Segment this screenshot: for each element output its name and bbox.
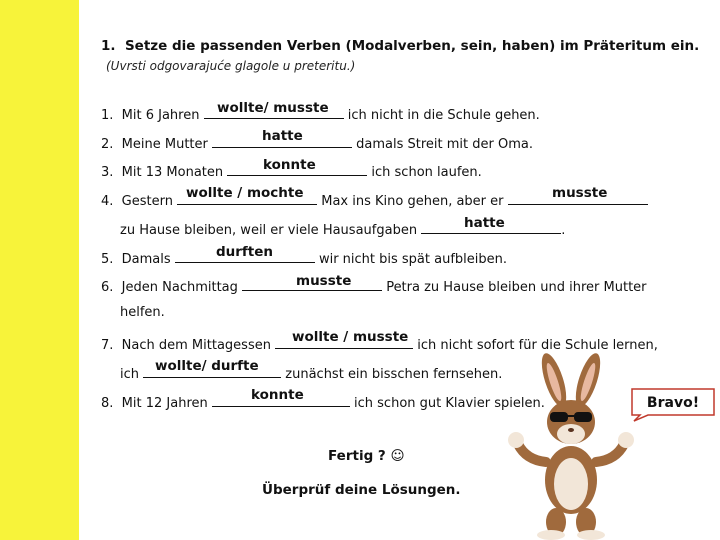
- task-title: 1. Setze die passenden Verben (Modalverben, sein, haben) im Präteritum ein.: [101, 38, 700, 54]
- answer-4a: wollte / mochte: [186, 185, 304, 201]
- answer-7a: wollte / musste: [292, 329, 409, 345]
- sentence-7: 7. Nach dem Mittagessen ich nicht sofort für die Schule lernen,: [101, 334, 658, 354]
- answer-3: konnte: [263, 157, 316, 173]
- answer-4b: musste: [552, 185, 608, 201]
- answer-8: konnte: [251, 387, 304, 403]
- answer-4c: hatte: [464, 215, 505, 231]
- check-solutions-label: Überprüf deine Lösungen.: [262, 482, 461, 498]
- sentence-3: 3. Mit 13 Monaten ich schon laufen.: [101, 161, 482, 181]
- sentence-4-continuation: zu Hause bleiben, weil er viele Hausaufgaben .: [120, 219, 565, 239]
- answer-5: durften: [216, 244, 274, 260]
- answer-1: wollte/ musste: [217, 100, 329, 116]
- sentence-4: 4. Gestern Max ins Kino gehen, aber er: [101, 190, 648, 210]
- sentence-8: 8. Mit 12 Jahren ich schon gut Klavier spielen.: [101, 392, 545, 412]
- sentence-2: 2. Meine Mutter damals Streit mit der Oma.: [101, 133, 533, 153]
- sentence-6: 6. Jeden Nachmittag Petra zu Hause bleiben und ihrer Mutter: [101, 276, 647, 296]
- sentence-6-continuation: helfen.: [120, 305, 165, 320]
- answer-7b: wollte/ durfte: [155, 358, 259, 374]
- yellow-side-strip: [0, 0, 79, 540]
- bravo-speech-bubble: [628, 385, 718, 423]
- sentence-5: 5. Damals wir nicht bis spät aufbleiben.: [101, 248, 507, 268]
- task-subtitle: (Uvrsti odgovarajuće glagole u preteritu.): [106, 59, 356, 73]
- sentence-1: 1. Mit 6 Jahren ich nicht in die Schule gehen.: [101, 104, 540, 124]
- sentence-7-continuation: ich zunächst ein bisschen fernsehen.: [120, 363, 502, 383]
- bravo-text: Bravo!: [646, 395, 700, 411]
- bunny-with-sunglasses-illustration: [496, 350, 646, 540]
- answer-2: hatte: [262, 128, 303, 144]
- answer-6: musste: [296, 273, 352, 289]
- fertig-label: Fertig ? ☺: [328, 448, 405, 464]
